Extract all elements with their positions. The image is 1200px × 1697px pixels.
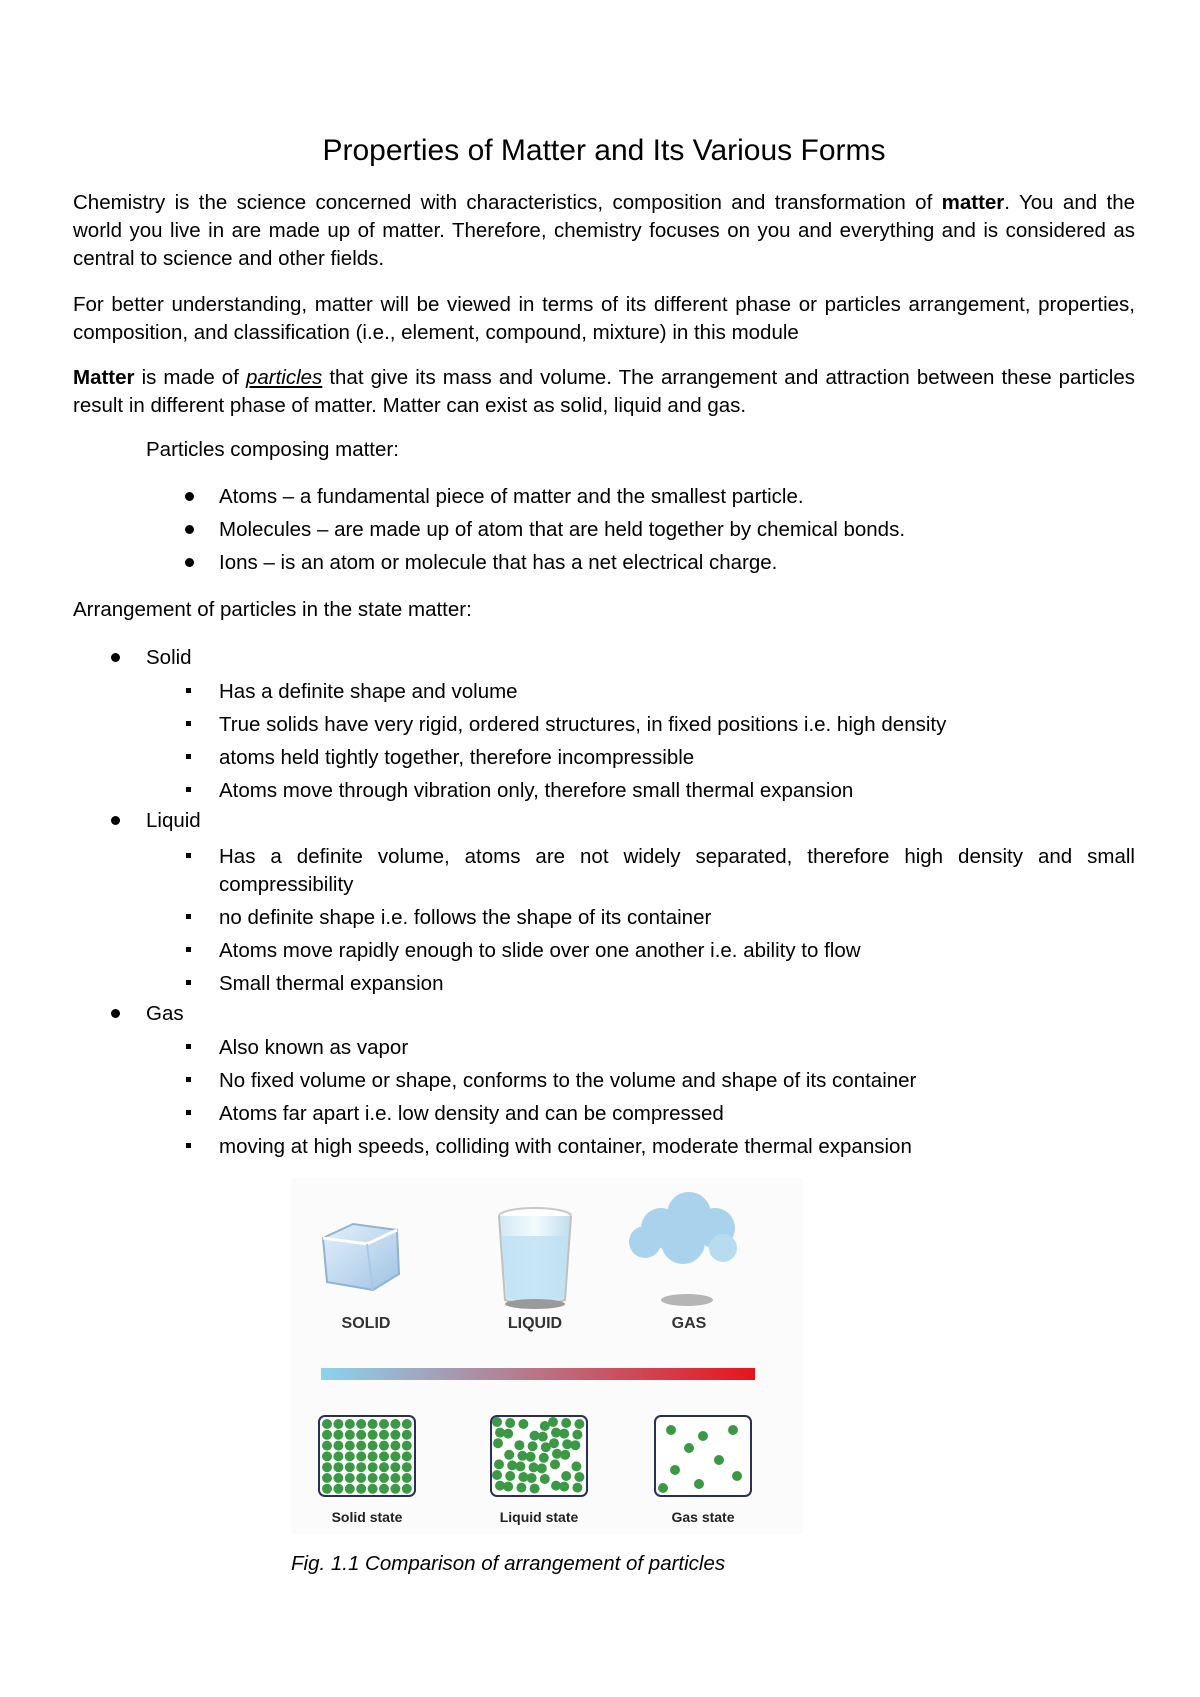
- solid-particle: [333, 1484, 343, 1494]
- liquid-particle: [540, 1474, 550, 1484]
- solid-particle: [333, 1462, 343, 1472]
- gas-particle: [658, 1483, 668, 1493]
- bullet-dot-icon: [111, 816, 120, 825]
- liquid-particle: [505, 1471, 515, 1481]
- bullet-square-icon: [186, 1143, 191, 1148]
- list-item: Atoms move through vibration only, therefore small thermal expansion: [219, 779, 854, 802]
- gas-heading: Gas: [146, 1002, 184, 1025]
- solid-particle: [356, 1473, 366, 1483]
- liquid-particle: [548, 1417, 558, 1427]
- intro-paragraph-2: For better understanding, matter will be viewed in terms of its different phase or particles arrangement, properties, composition, and classification (i.e., element, compound, mixture) in this module: [73, 293, 1135, 344]
- liquid-particle: [516, 1483, 526, 1493]
- bullet-square-icon: [186, 980, 191, 985]
- solid-particle: [333, 1473, 343, 1483]
- gas-particle: [694, 1479, 704, 1489]
- solid-particle: [345, 1441, 355, 1451]
- liquid-particle: [530, 1484, 540, 1494]
- solid-particle: [379, 1441, 389, 1451]
- bullet-square-icon: [186, 947, 191, 952]
- solid-particle: [345, 1484, 355, 1494]
- liquid-particle: [570, 1440, 580, 1450]
- liquid-particle: [560, 1450, 570, 1460]
- bullet-dot-icon: [185, 558, 194, 567]
- solid-particle: [402, 1473, 412, 1483]
- solid-particle: [356, 1430, 366, 1440]
- solid-particle: [356, 1451, 366, 1461]
- list-item: Atoms far apart i.e. low density and can be compressed: [219, 1102, 724, 1125]
- gas-particle: [666, 1425, 676, 1435]
- solid-particle: [379, 1484, 389, 1494]
- solid-particle: [322, 1419, 332, 1429]
- solid-particle: [322, 1451, 332, 1461]
- solid-particle: [333, 1441, 343, 1451]
- solid-particle: [402, 1462, 412, 1472]
- solid-particle: [368, 1419, 378, 1429]
- solid-particle: [333, 1419, 343, 1429]
- solid-particle: [345, 1430, 355, 1440]
- intro-paragraph-1: [73, 189, 1135, 273]
- gas-particle: [684, 1443, 694, 1453]
- list-item: Has a definite volume, atoms are not widely separated, therefore high density and small compressibility: [219, 845, 1135, 896]
- solid-particle: [379, 1462, 389, 1472]
- intro-text: Chemistry is the science concerned with characteristics, composition and transformation of: [73, 191, 942, 214]
- figure-illustration: [291, 1178, 803, 1534]
- bullet-square-icon: [186, 1077, 191, 1082]
- liquid-particle: [514, 1440, 524, 1450]
- list-item: no definite shape i.e. follows the shape of its container: [219, 906, 712, 929]
- solid-particle: [322, 1484, 332, 1494]
- intro-text-cont: . You and the world you live in are made up of matter. Therefore, chemistry focuses on you and everything and is considered as central to science and other fields.: [73, 191, 1135, 270]
- solid-particle: [379, 1419, 389, 1429]
- water-glass-icon: [499, 1208, 571, 1309]
- solid-particle: [402, 1451, 412, 1461]
- bullet-dot-icon: [185, 525, 194, 534]
- liquid-particle: [571, 1461, 581, 1471]
- bullet-square-icon: [186, 688, 191, 693]
- bullet-square-icon: [186, 914, 191, 919]
- list-item: atoms held tightly together, therefore incompressible: [219, 746, 695, 769]
- solid-particle: [368, 1462, 378, 1472]
- solid-particle: [333, 1430, 343, 1440]
- gas-particle: [728, 1425, 738, 1435]
- solid-particle: [345, 1462, 355, 1472]
- solid-particle: [402, 1419, 412, 1429]
- solid-particle: [368, 1451, 378, 1461]
- solid-particle: [390, 1462, 400, 1472]
- matter-bold: matter: [941, 191, 1005, 214]
- liquid-particle: [515, 1461, 525, 1471]
- liquid-particle: [492, 1470, 502, 1480]
- liquid-particle: [559, 1482, 569, 1492]
- liquid-particle: [561, 1418, 571, 1428]
- solid-particle: [402, 1441, 412, 1451]
- solid-particle: [390, 1484, 400, 1494]
- gas-label: GAS: [671, 1315, 707, 1332]
- liquid-heading: Liquid: [146, 809, 201, 832]
- solid-particle: [390, 1430, 400, 1440]
- liquid-particle: [504, 1450, 514, 1460]
- intro-paragraph-3: [73, 364, 1135, 420]
- solid-particle: [402, 1430, 412, 1440]
- bullet-square-icon: [186, 1044, 191, 1049]
- p3-text-b: that give its mass and volume. The arrangement and attraction between these particles result in different phase of matter. Matter can exist as solid, liquid and gas.: [73, 366, 1135, 417]
- solid-particle: [322, 1473, 332, 1483]
- solid-state-label: Solid state: [331, 1509, 403, 1525]
- solid-particle: [368, 1430, 378, 1440]
- solid-particle: [356, 1441, 366, 1451]
- list-item: Molecules – are made up of atom that are held together by chemical bonds.: [219, 518, 906, 541]
- solid-particle: [345, 1419, 355, 1429]
- list-item: Also known as vapor: [219, 1036, 409, 1059]
- list-item: Small thermal expansion: [219, 972, 444, 995]
- list-item: Has a definite shape and volume: [219, 680, 518, 703]
- solid-particle: [356, 1484, 366, 1494]
- particles-label: Particles composing matter:: [146, 438, 399, 461]
- p3-text-a: is made of: [134, 366, 246, 389]
- solid-particle: [402, 1484, 412, 1494]
- solid-particle: [368, 1473, 378, 1483]
- solid-particle: [322, 1462, 332, 1472]
- liquid-particle: [574, 1419, 584, 1429]
- solid-particle: [390, 1473, 400, 1483]
- liquid-particle: [549, 1438, 559, 1448]
- liquid-particle: [559, 1429, 569, 1439]
- bullet-dot-icon: [111, 1009, 120, 1018]
- figure-caption: Fig. 1.1 Comparison of arrangement of particles: [291, 1552, 726, 1575]
- solid-state-box: [319, 1416, 415, 1496]
- solid-particle: [390, 1451, 400, 1461]
- solid-particle: [345, 1473, 355, 1483]
- gas-particle: [732, 1471, 742, 1481]
- liquid-particle: [526, 1452, 536, 1462]
- liquid-particle: [572, 1430, 582, 1440]
- states-of-matter-figure: [291, 1178, 803, 1534]
- liquid-particle: [494, 1459, 504, 1469]
- temperature-gradient-bar: [321, 1368, 755, 1380]
- page-title: Properties of Matter and Its Various Forms: [322, 134, 886, 167]
- gas-particle: [714, 1455, 724, 1465]
- ice-cube-icon: [323, 1224, 399, 1290]
- list-item: True solids have very rigid, ordered structures, in fixed positions i.e. high density: [219, 713, 947, 736]
- solid-particle: [368, 1441, 378, 1451]
- liquid-particle: [574, 1472, 584, 1482]
- bullet-square-icon: [186, 754, 191, 759]
- bullet-square-icon: [186, 1110, 191, 1115]
- liquid-particle: [503, 1482, 513, 1492]
- list-item: Ions – is an atom or molecule that has a net electrical charge.: [219, 551, 778, 574]
- solid-particle: [390, 1441, 400, 1451]
- solid-particle: [356, 1462, 366, 1472]
- solid-particle: [356, 1419, 366, 1429]
- solid-particle: [379, 1430, 389, 1440]
- solid-particle: [345, 1451, 355, 1461]
- bullet-dot-icon: [111, 653, 120, 662]
- list-item: Atoms move rapidly enough to slide over one another i.e. ability to flow: [219, 939, 861, 962]
- liquid-particle: [527, 1473, 537, 1483]
- solid-particle: [390, 1419, 400, 1429]
- bullet-square-icon: [186, 787, 191, 792]
- liquid-particle: [561, 1471, 571, 1481]
- solid-particle: [322, 1430, 332, 1440]
- bullet-dot-icon: [185, 492, 194, 501]
- solid-particle: [322, 1441, 332, 1451]
- list-item: No fixed volume or shape, conforms to the volume and shape of its container: [219, 1069, 917, 1092]
- arrangement-label: Arrangement of particles in the state matter:: [73, 598, 472, 621]
- solid-particle: [333, 1451, 343, 1461]
- liquid-particle: [572, 1483, 582, 1493]
- liquid-particle: [492, 1417, 502, 1427]
- solid-particle: [368, 1484, 378, 1494]
- gas-particle: [698, 1431, 708, 1441]
- liquid-particle: [537, 1463, 547, 1473]
- liquid-particle: [528, 1441, 538, 1451]
- list-item: moving at high speeds, colliding with container, moderate thermal expansion: [219, 1135, 912, 1158]
- gas-particle: [670, 1465, 680, 1475]
- liquid-state-label: Liquid state: [499, 1509, 579, 1525]
- liquid-particle: [518, 1419, 528, 1429]
- solid-label: SOLID: [341, 1315, 391, 1332]
- bullet-square-icon: [186, 853, 191, 858]
- bullet-square-icon: [186, 721, 191, 726]
- liquid-particle: [538, 1432, 548, 1442]
- matter-bold-2: Matter: [73, 366, 135, 389]
- liquid-particle: [539, 1453, 549, 1463]
- solid-particle: [379, 1473, 389, 1483]
- liquid-particle: [493, 1438, 503, 1448]
- gas-state-label: Gas state: [671, 1509, 735, 1525]
- solid-heading: Solid: [146, 646, 192, 669]
- solid-particle: [379, 1451, 389, 1461]
- list-item: Atoms – a fundamental piece of matter and the smallest particle.: [219, 485, 804, 508]
- particles-underlined: particles: [245, 366, 323, 389]
- liquid-particle: [503, 1429, 513, 1439]
- liquid-particle: [550, 1459, 560, 1469]
- liquid-particle: [505, 1418, 515, 1428]
- liquid-label: LIQUID: [507, 1315, 563, 1332]
